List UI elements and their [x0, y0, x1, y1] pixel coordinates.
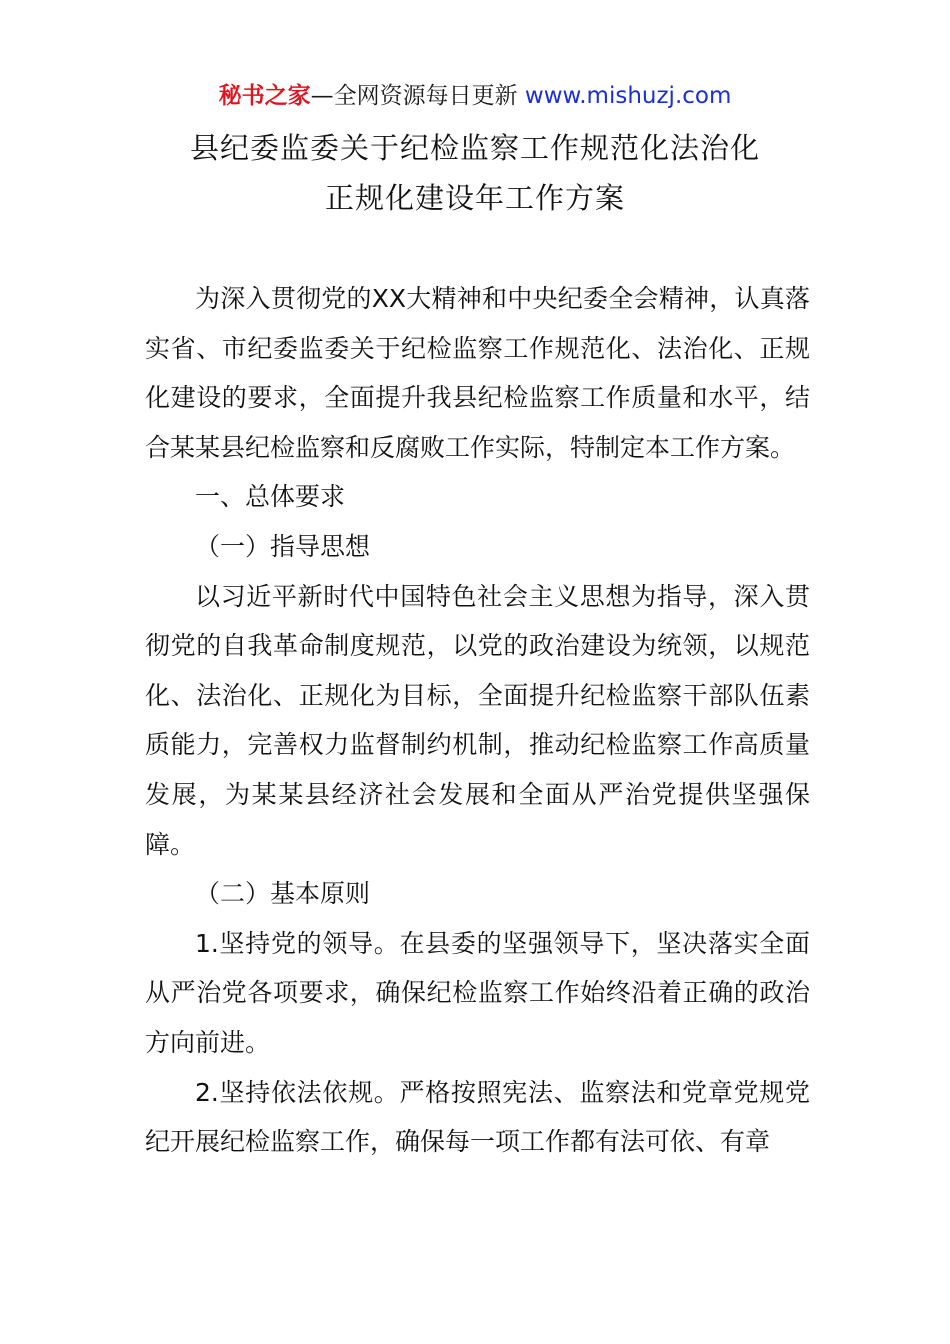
- guiding-ideology-paragraph: 以习近平新时代中国特色社会主义思想为指导，深入贯彻党的自我革命制度规范，以党的政治建设为统领，以规范化、法治化、正规化为目标，全面提升纪检监察干部队伍素质能力，完善权力监督制约机制，推动纪检监察工作高质量发展，为某某县经济社会发展和全面从严治党提供坚强保障。: [145, 581, 810, 859]
- document-body: [145, 274, 810, 1167]
- subsection-heading-guiding-ideology: （一）指导思想: [195, 531, 371, 561]
- intro-paragraph: 为深入贯彻党的XX大精神和中央纪委全会精神，认真落实省、市纪委监委关于纪检监察工作规范化、法治化、正规化建设的要求，全面提升我县纪检监察工作质量和水平，结合某某县纪检监察和反腐败工作实际，特制定本工作方案。: [145, 284, 810, 462]
- subsection-heading-basic-principles: （二）基本原则: [195, 879, 371, 909]
- site-url-link[interactable]: www.mishuzj.com: [524, 83, 732, 109]
- document-title-line-2: 正规化建设年工作方案: [324, 181, 625, 215]
- header-tagline: —全网资源每日更新: [310, 83, 518, 109]
- section-heading-general-requirements: 一、总体要求: [195, 482, 346, 512]
- site-header: [0, 80, 950, 112]
- document-title-line-1: 县纪委监委关于纪检监察工作规范化法治化: [189, 131, 760, 165]
- principle-1-paragraph: 1.坚持党的领导。在县委的坚强领导下，坚决落实全面从严治党各项要求，确保纪检监察工作始终沿着正确的政治方向前进。: [145, 928, 810, 1057]
- brand-name: 秘书之家: [218, 83, 311, 109]
- principle-2-paragraph: 2.坚持依法依规。严格按照宪法、监察法和党章党规党纪开展纪检监察工作，确保每一项工作都有法可依、有章: [145, 1077, 810, 1157]
